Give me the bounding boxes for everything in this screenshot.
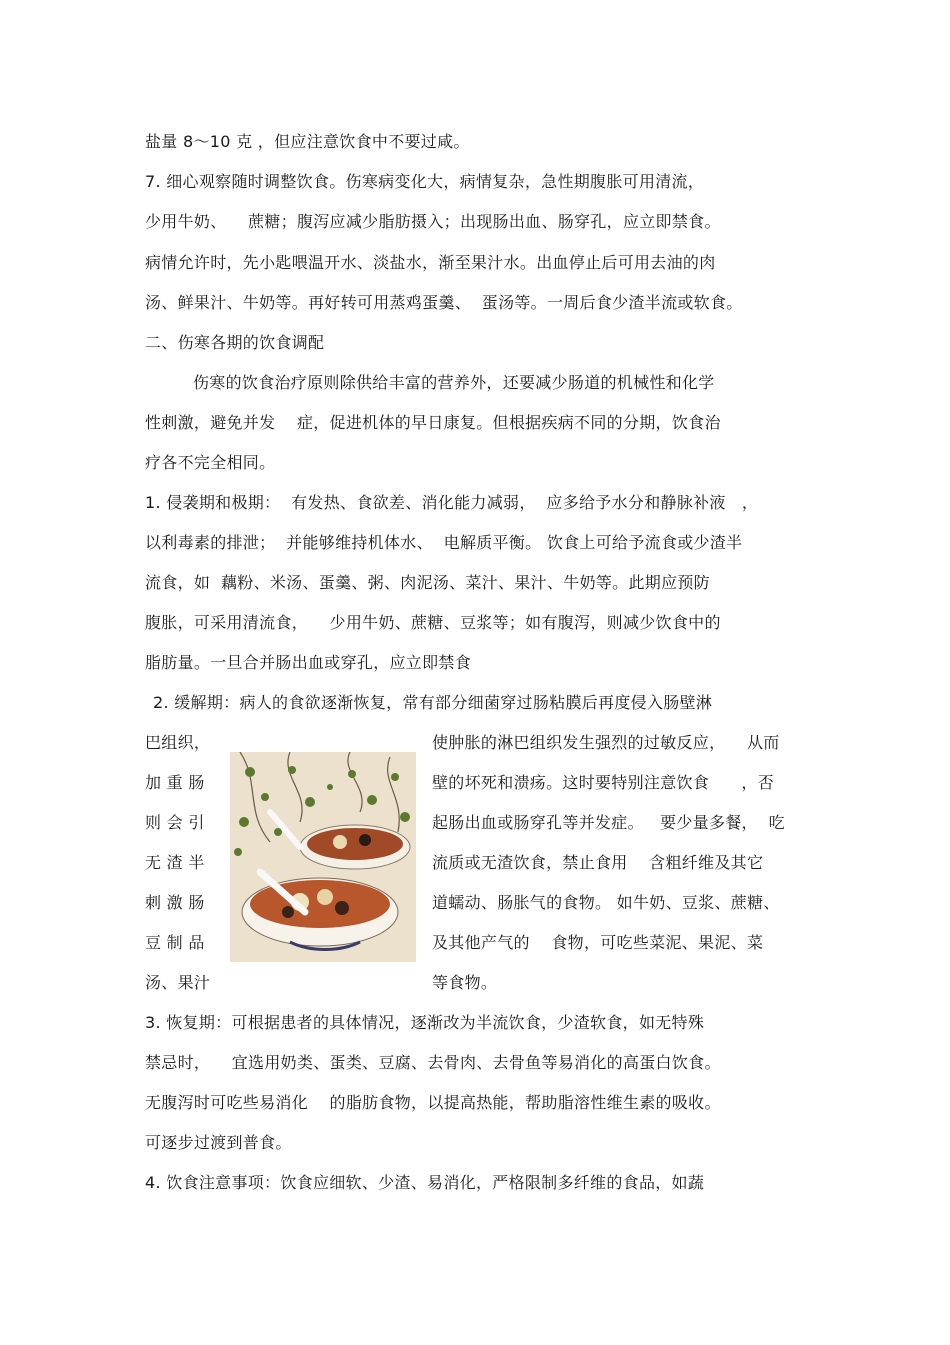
text-line: 流食，如 藕粉、米汤、蛋羹、粥、肉泥汤、菜汁、果汁、牛奶等。此期应预防 xyxy=(145,573,710,592)
text-line-right: 流质或无渣饮食，禁止食用 含粗纤维及其它 xyxy=(432,853,764,872)
text-line: 4. 饮食注意事项：饮食应细软、少渣、易消化，严格限制多纤维的食品，如蔬 xyxy=(145,1173,705,1192)
text-line-left: 巴组织， xyxy=(145,733,211,752)
text-line: 1. 侵袭期和极期： 有发热、食欲差、消化能力减弱， 应多给予水分和静脉补液 ， xyxy=(145,493,759,512)
soup-bowl-photo xyxy=(230,752,416,962)
text-line-right: 壁的坏死和溃疡。这时要特别注意饮食 ，否 xyxy=(432,773,775,792)
text-line: 汤、鲜果汁、牛奶等。再好转可用蒸鸡蛋羹、 蛋汤等。一周后食少渣半流或软食。 xyxy=(145,293,743,312)
text-line-left: 无 渣 半 xyxy=(145,853,205,872)
text-line-left: 加 重 肠 xyxy=(145,773,205,792)
text-line: 可逐步过渡到普食。 xyxy=(145,1133,292,1152)
text-line-left: 刺 激 肠 xyxy=(145,893,205,912)
text-line-right: 及其他产气的 食物，可吃些菜泥、果泥、菜 xyxy=(432,933,764,952)
text-line-right: 起肠出血或肠穿孔等并发症。 要少量多餐， 吃 xyxy=(432,813,785,832)
text-line: 脂肪量。一旦合并肠出血或穿孔，应立即禁食 xyxy=(145,653,472,672)
text-line-right: 道蠕动、肠胀气的食物。 如牛奶、豆浆、蔗糖、 xyxy=(432,893,780,912)
text-line-left: 则 会 引 xyxy=(145,813,205,832)
text-line: 腹胀，可采用清流食， 少用牛奶、蔗糖、豆浆等；如有腹泻，则减少饮食中的 xyxy=(145,613,721,632)
text-line: 3. 恢复期：可根据患者的具体情况，逐渐改为半流饮食，少渣软食，如无特殊 xyxy=(145,1013,705,1032)
text-line: 7. 细心观察随时调整饮食。伤寒病变化大，病情复杂，急性期腹胀可用清流， xyxy=(145,172,705,191)
text-line-left: 汤、果汁 xyxy=(145,973,211,992)
text-line: 盐量 8～10 克 ，但应注意饮食中不要过咸。 xyxy=(145,132,470,151)
text-line: 无腹泻时可吃些易消化 的脂肪食物，以提高热能，帮助脂溶性维生素的吸收。 xyxy=(145,1093,721,1112)
text-line: 伤寒的饮食治疗原则除供给丰富的营养外，还要减少肠道的机械性和化学 xyxy=(193,373,715,392)
text-line: 病情允许时，先小匙喂温开水、淡盐水，渐至果汁水。出血停止后可用去油的肉 xyxy=(145,253,716,272)
text-line: 以利毒素的排泄； 并能够维持机体水、 电解质平衡。 饮食上可给予流食或少渣半 xyxy=(145,533,743,552)
section-heading: 二、伤寒各期的饮食调配 xyxy=(145,333,325,352)
text-line: 2. 缓解期：病人的食欲逐渐恢复，常有部分细菌穿过肠粘膜后再度侵入肠壁淋 xyxy=(153,693,713,712)
text-line: 少用牛奶、 蔗糖；腹泻应减少脂肪摄入；出现肠出血、肠穿孔，应立即禁食。 xyxy=(145,212,721,231)
text-line-right: 使肿胀的淋巴组织发生强烈的过敏反应， 从而 xyxy=(432,733,780,752)
text-line: 禁忌时， 宜选用奶类、蛋类、豆腐、去骨肉、去骨鱼等易消化的高蛋白饮食。 xyxy=(145,1053,721,1072)
text-line: 疗各不完全相同。 xyxy=(145,453,276,472)
text-line: 性刺激，避免并发 症，促进机体的早日康复。但根据疾病不同的分期，饮食治 xyxy=(145,413,721,432)
text-line-right: 等食物。 xyxy=(432,973,498,992)
text-line-left: 豆 制 品 xyxy=(145,933,205,952)
